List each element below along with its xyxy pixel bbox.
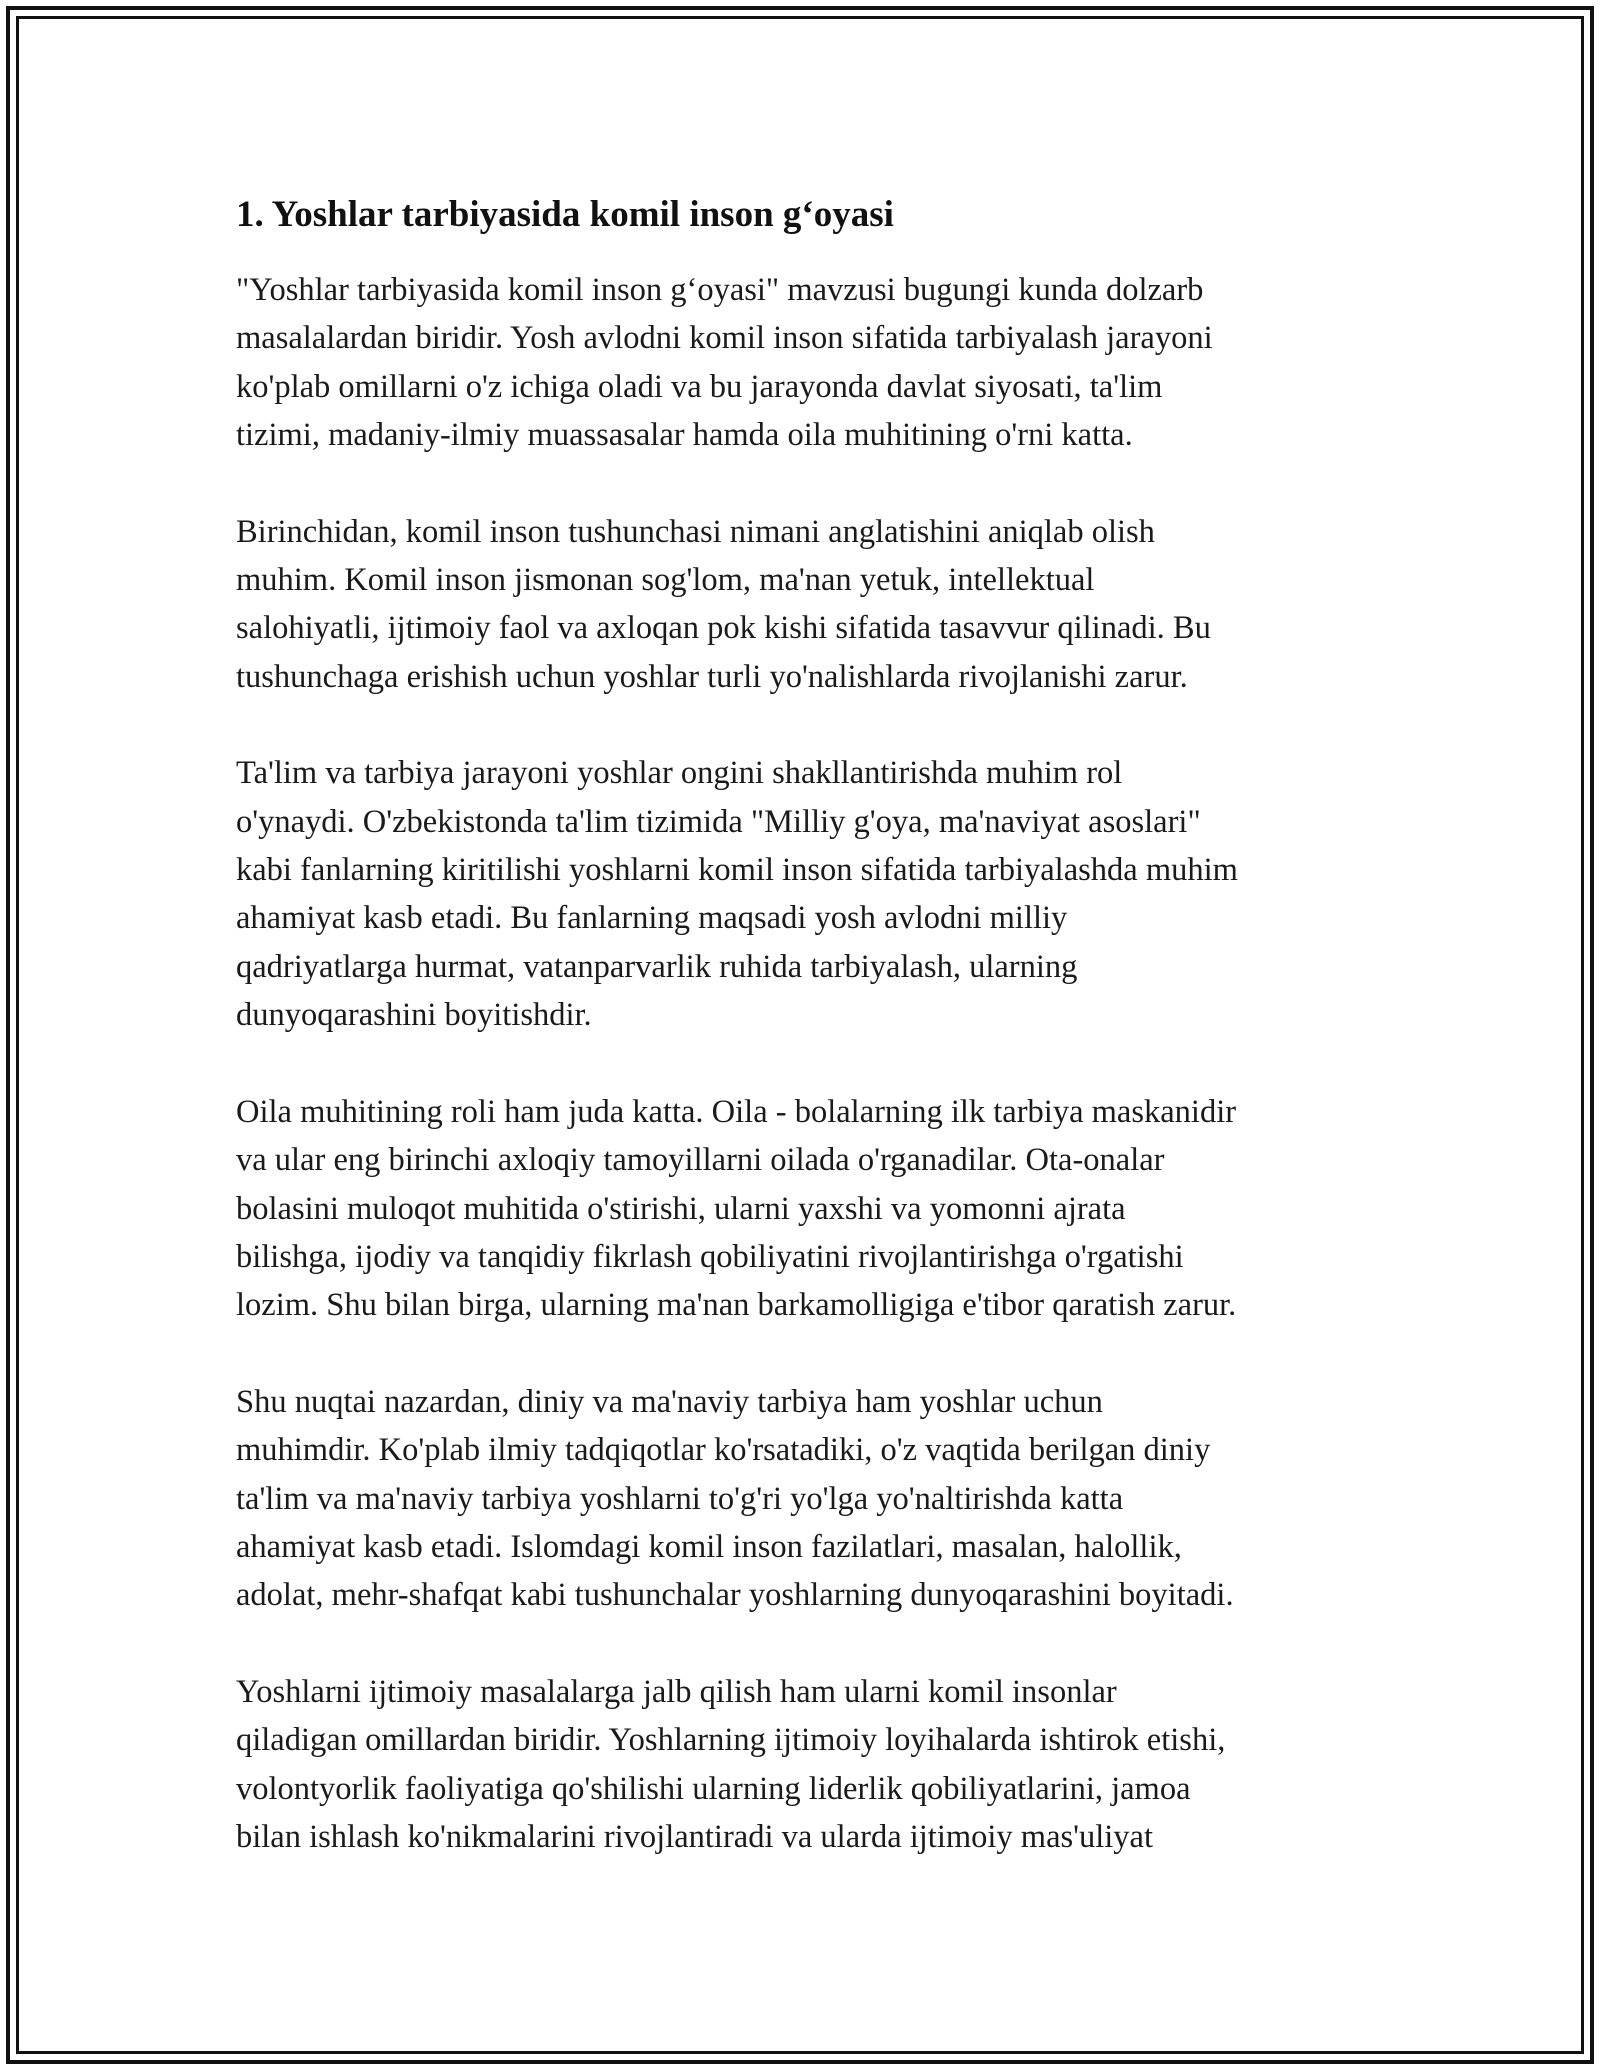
text-line: o'ynaydi. O'zbekistonda ta'lim tizimida "Milliy g'oya, ma'naviyat asoslari" <box>236 803 1201 840</box>
text-line: Ta'lim va tarbiya jarayoni yoshlar ongini shakllantirishda muhim rol <box>236 755 1123 792</box>
text-line: bilishga, ijodiy va tanqidiy fikrlash qobiliyatini rivojlantirishga o'rgatishi <box>236 1238 1184 1275</box>
document-body <box>236 186 1386 1909</box>
text-line: Birinchidan, komil inson tushunchasi nimani anglatishini aniqlab olish <box>236 513 1155 550</box>
text-line: va ular eng birinchi axloqiy tamoyillarni oilada o'rganadilar. Ota-onalar <box>236 1142 1165 1179</box>
text-line: masalalardan biridir. Yosh avlodni komil inson sifatida tarbiyalash jarayoni <box>236 320 1213 357</box>
text-line: tushunchaga erishish uchun yoshlar turli yo'nalishlarda rivojlanishi zarur. <box>236 658 1188 695</box>
text-line: adolat, mehr-shafqat kabi tushunchalar yoshlarning dunyoqarashini boyitadi. <box>236 1577 1234 1614</box>
paragraph-1 <box>236 266 1386 460</box>
text-line: kabi fanlarning kiritilishi yoshlarni komil inson sifatida tarbiyalashda muhim <box>236 852 1238 889</box>
text-line: dunyoqarashini boyitishdir. <box>236 997 592 1034</box>
text-line: bilan ishlash ko'nikmalarini rivojlantiradi va ularda ijtimoiy mas'uliyat <box>236 1818 1154 1855</box>
paragraph-4 <box>236 1088 1386 1330</box>
text-line: Shu nuqtai nazardan, diniy va ma'naviy tarbiya ham yoshlar uchun <box>236 1383 1103 1420</box>
paragraph-6 <box>236 1668 1386 1862</box>
text-line: ta'lim va ma'naviy tarbiya yoshlarni to'g'ri yo'lga yo'naltirishda katta <box>236 1480 1124 1517</box>
text-line: Yoshlarni ijtimoiy masalalarga jalb qilish ham ularni komil insonlar <box>236 1673 1117 1710</box>
text-line: "Yoshlar tarbiyasida komil inson g‘oyasi" mavzusi bugungi kunda dolzarb <box>236 272 1204 308</box>
text-line: bolasini muloqot muhitida o'stirishi, ularni yaxshi va yomonni ajrata <box>236 1190 1126 1227</box>
paragraph-2 <box>236 508 1386 702</box>
paragraph-5 <box>236 1378 1386 1620</box>
text-line: salohiyatli, ijtimoiy faol va axloqan pok kishi sifatida tasavvur qilinadi. Bu <box>236 610 1211 647</box>
text-line: lozim. Shu bilan birga, ularning ma'nan barkamolligiga e'tibor qaratish zarur. <box>236 1287 1237 1324</box>
text-line: ahamiyat kasb etadi. Islomdagi komil inson fazilatlari, masalan, halollik, <box>236 1528 1182 1565</box>
text-line: muhim. Komil inson jismonan sog'lom, ma'nan yetuk, intellektual <box>236 562 1095 599</box>
text-line: volontyorlik faoliyatiga qo'shilishi ularning liderlik qobiliyatlarini, jamoa <box>236 1770 1191 1807</box>
text-line: Oila muhitining roli ham juda katta. Oila - bolalarning ilk tarbiya maskanidir <box>236 1093 1237 1130</box>
section-heading: 1. Yoshlar tarbiyasida komil inson g‘oyasi <box>236 194 894 235</box>
text-line: qiladigan omillardan biridir. Yoshlarning ijtimoiy loyihalarda ishtirok etishi, <box>236 1722 1226 1759</box>
text-line: ahamiyat kasb etadi. Bu fanlarning maqsadi yosh avlodni milliy <box>236 900 1068 937</box>
text-line: tizimi, madaniy-ilmiy muassasalar hamda oila muhitining o'rni katta. <box>236 417 1133 454</box>
text-line: qadriyatlarga hurmat, vatanparvarlik ruhida tarbiyalash, ularning <box>236 948 1078 985</box>
paragraph-3 <box>236 749 1386 1039</box>
text-line: ko'plab omillarni o'z ichiga oladi va bu jarayonda davlat siyosati, ta'lim <box>236 368 1163 405</box>
text-line: muhimdir. Ko'plab ilmiy tadqiqotlar ko'rsatadiki, o'z vaqtida berilgan diniy <box>236 1432 1211 1469</box>
